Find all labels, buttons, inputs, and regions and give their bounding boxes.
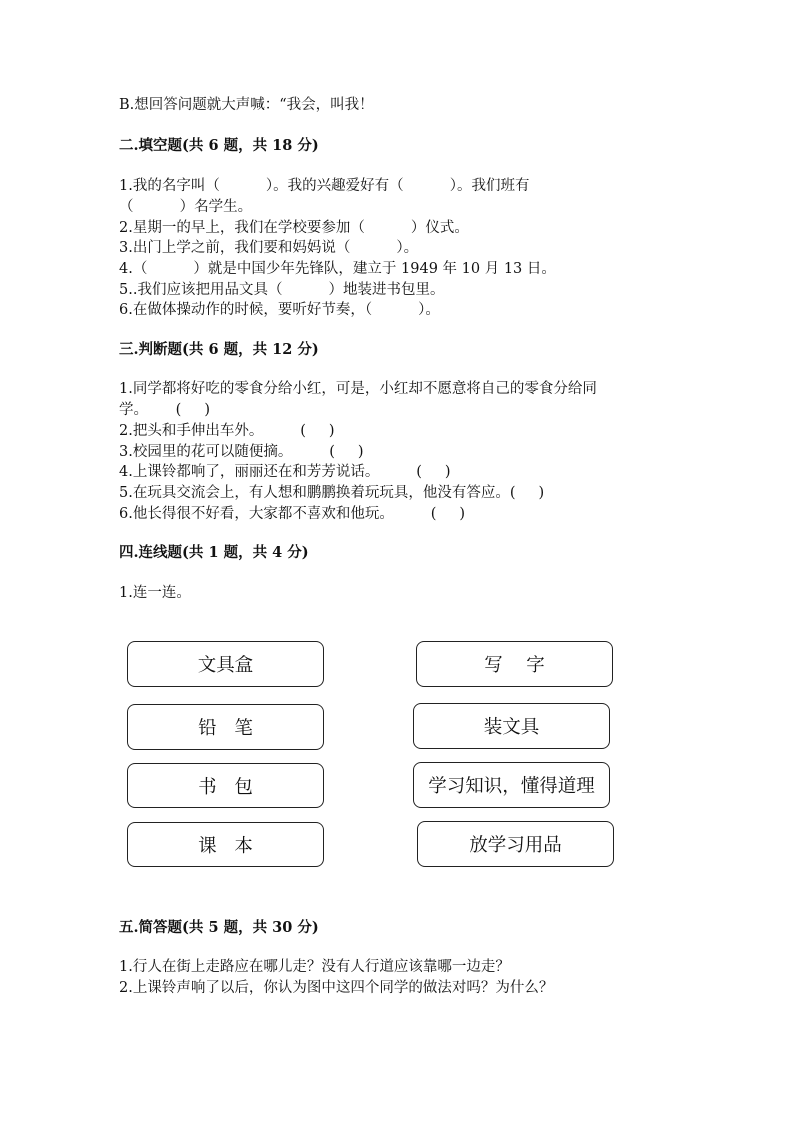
- match-left-item: 铅 笔: [127, 704, 324, 750]
- short-answer-2: 2.上课铃声响了以后，你认为图中这四个同学的做法对吗？为什么？: [119, 980, 554, 996]
- section-short-answer-title: 五.简答题(共 5 题，共 30 分): [119, 919, 319, 936]
- judge-question-1: 1.同学都将好吃的零食分给小红，可是，小红却不愿意将自己的零食分给同: [119, 381, 597, 397]
- match-left-item: 文具盒: [127, 641, 324, 687]
- match-right-item: 学习知识，懂得道理: [413, 762, 610, 808]
- option-b: B.想回答问题就大声喊：“我会，叫我！: [119, 97, 374, 113]
- fill-question-4: 4.（ ）就是中国少年先锋队，建立于 1949 年 10 月 13 日。: [119, 261, 556, 277]
- short-answer-1: 1.行人在街上走路应在哪儿走？没有人行道应该靠哪一边走？: [119, 959, 510, 975]
- judge-question-3: 3.校园里的花可以随便摘。 ( ): [119, 444, 364, 460]
- match-left-item: 书 包: [127, 763, 324, 808]
- fill-question-1-cont: （ ）名学生。: [119, 199, 253, 215]
- fill-question-1: 1.我的名字叫（ ）。我的兴趣爱好有（ ）。我们班有: [119, 178, 530, 194]
- section-match-title: 四.连线题(共 1 题，共 4 分): [119, 544, 309, 561]
- judge-question-4: 4.上课铃都响了，丽丽还在和芳芳说话。 ( ): [119, 464, 451, 480]
- section-fill-title: 二.填空题(共 6 题，共 18 分): [119, 137, 319, 154]
- judge-question-6: 6.他长得很不好看，大家都不喜欢和他玩。 ( ): [119, 506, 466, 522]
- judge-question-2: 2.把头和手伸出车外。 ( ): [119, 423, 335, 439]
- match-right-item: 装文具: [413, 703, 610, 749]
- fill-question-3: 3.出门上学之前，我们要和妈妈说（ ）。: [119, 240, 419, 256]
- match-left-item: 课 本: [127, 822, 324, 867]
- judge-question-1-cont: 学。 ( ): [119, 402, 211, 418]
- fill-question-2: 2.星期一的早上，我们在学校要参加（ ）仪式。: [119, 220, 469, 236]
- section-judge-title: 三.判断题(共 6 题，共 12 分): [119, 341, 319, 358]
- fill-question-6: 6.在做体操动作的时候，要听好节奏，（ ）。: [119, 302, 440, 318]
- fill-question-5: 5..我们应该把用品文具（ ）地装进书包里。: [119, 282, 445, 298]
- match-right-item: 写 字: [416, 641, 613, 687]
- judge-question-5: 5.在玩具交流会上，有人想和鹏鹏换着玩玩具，他没有答应。( ): [119, 485, 545, 501]
- match-right-item: 放学习用品: [417, 821, 614, 867]
- match-prompt: 1.连一连。: [119, 585, 191, 601]
